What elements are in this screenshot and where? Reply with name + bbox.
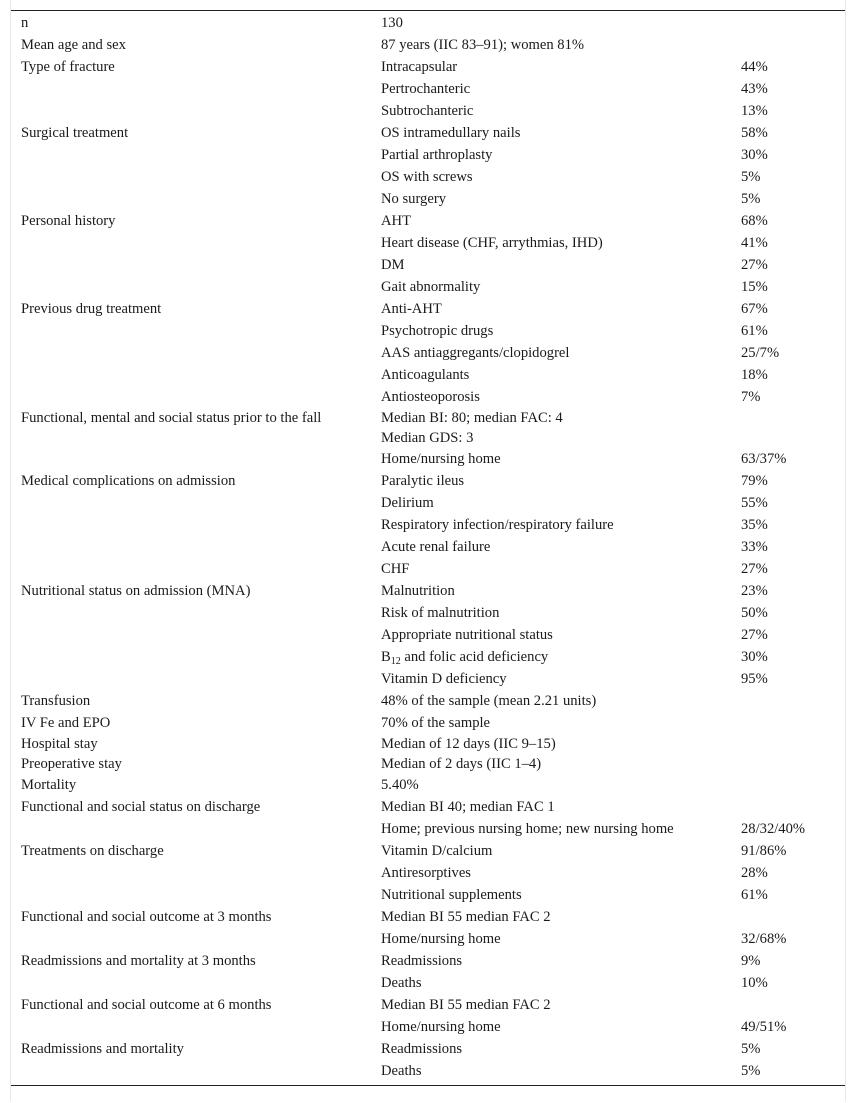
row-label <box>11 668 381 690</box>
row-item: Readmissions <box>381 953 463 969</box>
table-row <box>11 428 845 448</box>
row-value: 10% <box>741 975 768 991</box>
row-label <box>11 558 381 580</box>
row-item: Appropriate nutritional status <box>381 627 553 643</box>
table-row <box>11 100 845 122</box>
row-item: Vitamin D deficiency <box>381 671 507 687</box>
row-item: Readmissions <box>381 1041 463 1057</box>
row-item: Antiosteoporosis <box>381 389 480 405</box>
row-value <box>741 774 845 796</box>
row-value: 30% <box>741 649 768 665</box>
table-row <box>11 668 845 690</box>
characteristics-table <box>11 10 845 1086</box>
table-row <box>11 734 845 754</box>
row-label <box>11 536 381 558</box>
table-row <box>11 580 845 602</box>
row-item: OS intramedullary nails <box>381 125 521 141</box>
table-row <box>11 408 845 428</box>
table-row <box>11 386 845 408</box>
row-value: 27% <box>741 627 768 643</box>
row-value: 61% <box>741 323 768 339</box>
row-label: Mean age and sex <box>21 37 126 53</box>
row-label: Nutritional status on admission (MNA) <box>21 583 251 599</box>
table-row <box>11 796 845 818</box>
table-row <box>11 712 845 734</box>
table-row <box>11 166 845 188</box>
row-value: 23% <box>741 583 768 599</box>
row-value: 91/86% <box>741 843 787 859</box>
row-item: 87 years (IIC 83–91); women 81% <box>381 37 585 53</box>
table-row <box>11 1060 845 1086</box>
row-item: Paralytic ileus <box>381 473 465 489</box>
row-item: Median BI: 80; median FAC: 4 <box>381 410 563 426</box>
row-label: IV Fe and EPO <box>21 715 111 731</box>
row-label: Readmissions and mortality <box>21 1041 184 1057</box>
table-row <box>11 34 845 56</box>
row-label <box>11 276 381 298</box>
row-item: Deaths <box>381 1063 422 1079</box>
row-label: Readmissions and mortality at 3 months <box>21 953 256 969</box>
row-value: 5% <box>741 191 761 207</box>
table-row <box>11 1016 845 1038</box>
table-row <box>11 906 845 928</box>
row-item: 48% of the sample (mean 2.21 units) <box>381 693 597 709</box>
row-item: Home/nursing home <box>381 451 501 467</box>
row-value: 49/51% <box>741 1019 787 1035</box>
row-item: Respiratory infection/respiratory failure <box>381 517 614 533</box>
row-value: 5% <box>741 169 761 185</box>
row-value: 30% <box>741 147 768 163</box>
row-value: 27% <box>741 257 768 273</box>
row-value: 28/32/40% <box>741 821 806 837</box>
row-item-text: B <box>381 649 391 665</box>
row-label <box>11 166 381 188</box>
row-value: 61% <box>741 887 768 903</box>
row-label <box>11 928 381 950</box>
row-label <box>11 232 381 254</box>
row-item: Pertrochanteric <box>381 81 471 97</box>
table-row <box>11 188 845 210</box>
row-label <box>11 1060 381 1086</box>
row-item <box>381 646 741 668</box>
row-label: Preoperative stay <box>21 756 122 772</box>
row-value <box>741 754 845 774</box>
row-value: 32/68% <box>741 931 787 947</box>
table-row <box>11 298 845 320</box>
row-value: 44% <box>741 59 768 75</box>
table-row <box>11 320 845 342</box>
table-row <box>11 624 845 646</box>
row-value: 7% <box>741 389 761 405</box>
row-item: OS with screws <box>381 169 473 185</box>
table-row <box>11 1038 845 1060</box>
row-value: 28% <box>741 865 768 881</box>
row-value: 25/7% <box>741 345 780 361</box>
row-label: Functional, mental and social status prior to the fall <box>21 410 322 426</box>
row-item: Median BI 55 median FAC 2 <box>381 997 551 1013</box>
row-item: Home/nursing home <box>381 931 501 947</box>
row-item: 70% of the sample <box>381 715 491 731</box>
row-value <box>741 690 845 712</box>
table-row <box>11 950 845 972</box>
row-value: 18% <box>741 367 768 383</box>
table-row <box>11 862 845 884</box>
table-row <box>11 690 845 712</box>
row-value <box>741 994 845 1016</box>
row-label: Surgical treatment <box>21 125 129 141</box>
row-value: 43% <box>741 81 768 97</box>
row-label <box>11 320 381 342</box>
row-value: 27% <box>741 561 768 577</box>
row-item: AHT <box>381 213 411 229</box>
table-row <box>11 276 845 298</box>
row-label: Transfusion <box>21 693 91 709</box>
table-row <box>11 972 845 994</box>
table-row <box>11 754 845 774</box>
row-label <box>11 818 381 840</box>
row-label <box>11 862 381 884</box>
row-label: Medical complications on admission <box>21 473 236 489</box>
row-label <box>11 342 381 364</box>
row-item: Deaths <box>381 975 422 991</box>
row-label <box>11 254 381 276</box>
row-value: 58% <box>741 125 768 141</box>
table-row <box>11 558 845 580</box>
table-row <box>11 364 845 386</box>
row-item: Subtrochanteric <box>381 103 474 119</box>
row-value: 68% <box>741 213 768 229</box>
row-value: 5% <box>741 1041 761 1057</box>
table-row <box>11 342 845 364</box>
row-item: Intracapsular <box>381 59 458 75</box>
row-value: 5% <box>741 1063 761 1079</box>
row-value: 79% <box>741 473 768 489</box>
row-label: n <box>21 15 29 31</box>
row-value: 50% <box>741 605 768 621</box>
row-label: Treatments on discharge <box>21 843 164 859</box>
table-row <box>11 56 845 78</box>
row-label: Functional and social outcome at 3 months <box>21 909 272 925</box>
row-label <box>11 624 381 646</box>
row-label: Personal history <box>21 213 116 229</box>
row-item-text-rest: and folic acid deficiency <box>400 649 549 665</box>
row-label <box>11 492 381 514</box>
row-value <box>741 734 845 754</box>
row-item: Median GDS: 3 <box>381 430 474 446</box>
row-item: Psychotropic drugs <box>381 323 494 339</box>
row-item: 130 <box>381 15 403 31</box>
row-value: 55% <box>741 495 768 511</box>
table-row <box>11 928 845 950</box>
row-label <box>11 448 381 470</box>
table-row <box>11 536 845 558</box>
row-value: 15% <box>741 279 768 295</box>
row-value <box>741 906 845 928</box>
row-item: DM <box>381 257 405 273</box>
table-row <box>11 470 845 492</box>
row-label: Functional and social status on discharge <box>21 799 261 815</box>
table-row <box>11 602 845 624</box>
row-label: Hospital stay <box>21 736 98 752</box>
row-label: Type of fracture <box>21 59 115 75</box>
row-value: 63/37% <box>741 451 787 467</box>
row-item: CHF <box>381 561 410 577</box>
row-item: Median BI 40; median FAC 1 <box>381 799 555 815</box>
row-item: Home/nursing home <box>381 1019 501 1035</box>
row-item: Acute renal failure <box>381 539 491 555</box>
row-label <box>11 386 381 408</box>
row-label <box>11 100 381 122</box>
row-value: 13% <box>741 103 768 119</box>
row-item: 5.40% <box>381 777 419 793</box>
row-item-subscript: 12 <box>390 656 401 667</box>
row-item: Anticoagulants <box>381 367 470 383</box>
row-label <box>11 514 381 536</box>
table-row <box>11 818 845 840</box>
row-value <box>741 428 845 448</box>
row-item: Risk of malnutrition <box>381 605 500 621</box>
row-item: Median BI 55 median FAC 2 <box>381 909 551 925</box>
row-value: 33% <box>741 539 768 555</box>
row-label <box>11 144 381 166</box>
row-item: AAS antiaggregants/clopidogrel <box>381 345 570 361</box>
row-item: Partial arthroplasty <box>381 147 493 163</box>
table-row <box>11 210 845 232</box>
table-body <box>11 11 845 1086</box>
row-label <box>11 1016 381 1038</box>
row-value <box>741 11 845 35</box>
table-row <box>11 994 845 1016</box>
row-value: 67% <box>741 301 768 317</box>
row-item: Gait abnormality <box>381 279 481 295</box>
table-row <box>11 122 845 144</box>
row-item: Home; previous nursing home; new nursing home <box>381 821 674 837</box>
row-item: Malnutrition <box>381 583 455 599</box>
row-value: 9% <box>741 953 761 969</box>
row-item: No surgery <box>381 191 446 207</box>
table-row <box>11 144 845 166</box>
table-row <box>11 514 845 536</box>
row-item: Nutritional supplements <box>381 887 522 903</box>
row-item: Antiresorptives <box>381 865 471 881</box>
row-item: Median of 2 days (IIC 1–4) <box>381 756 542 772</box>
row-label: Previous drug treatment <box>21 301 162 317</box>
table-row <box>11 646 845 668</box>
row-item: Delirium <box>381 495 434 511</box>
row-value <box>741 408 845 428</box>
row-label <box>11 646 381 668</box>
row-label: Mortality <box>21 777 77 793</box>
table-row <box>11 884 845 906</box>
row-label <box>11 78 381 100</box>
table-row <box>11 78 845 100</box>
table-row <box>11 11 845 35</box>
row-value: 95% <box>741 671 768 687</box>
row-label <box>11 188 381 210</box>
table-row <box>11 774 845 796</box>
row-value: 35% <box>741 517 768 533</box>
row-label <box>11 602 381 624</box>
row-item: Median of 12 days (IIC 9–15) <box>381 736 556 752</box>
row-value <box>741 796 845 818</box>
table-row <box>11 254 845 276</box>
row-label <box>11 428 381 448</box>
row-label <box>11 884 381 906</box>
table-row <box>11 492 845 514</box>
table-row <box>11 840 845 862</box>
row-item: Anti-AHT <box>381 301 442 317</box>
row-value <box>741 712 845 734</box>
table-row <box>11 232 845 254</box>
row-label: Functional and social outcome at 6 months <box>21 997 272 1013</box>
row-value: 41% <box>741 235 768 251</box>
row-label <box>11 972 381 994</box>
row-item: Heart disease (CHF, arrythmias, IHD) <box>381 235 603 251</box>
row-label <box>11 364 381 386</box>
row-item: Vitamin D/calcium <box>381 843 493 859</box>
row-value <box>741 34 845 56</box>
table-row <box>11 448 845 470</box>
